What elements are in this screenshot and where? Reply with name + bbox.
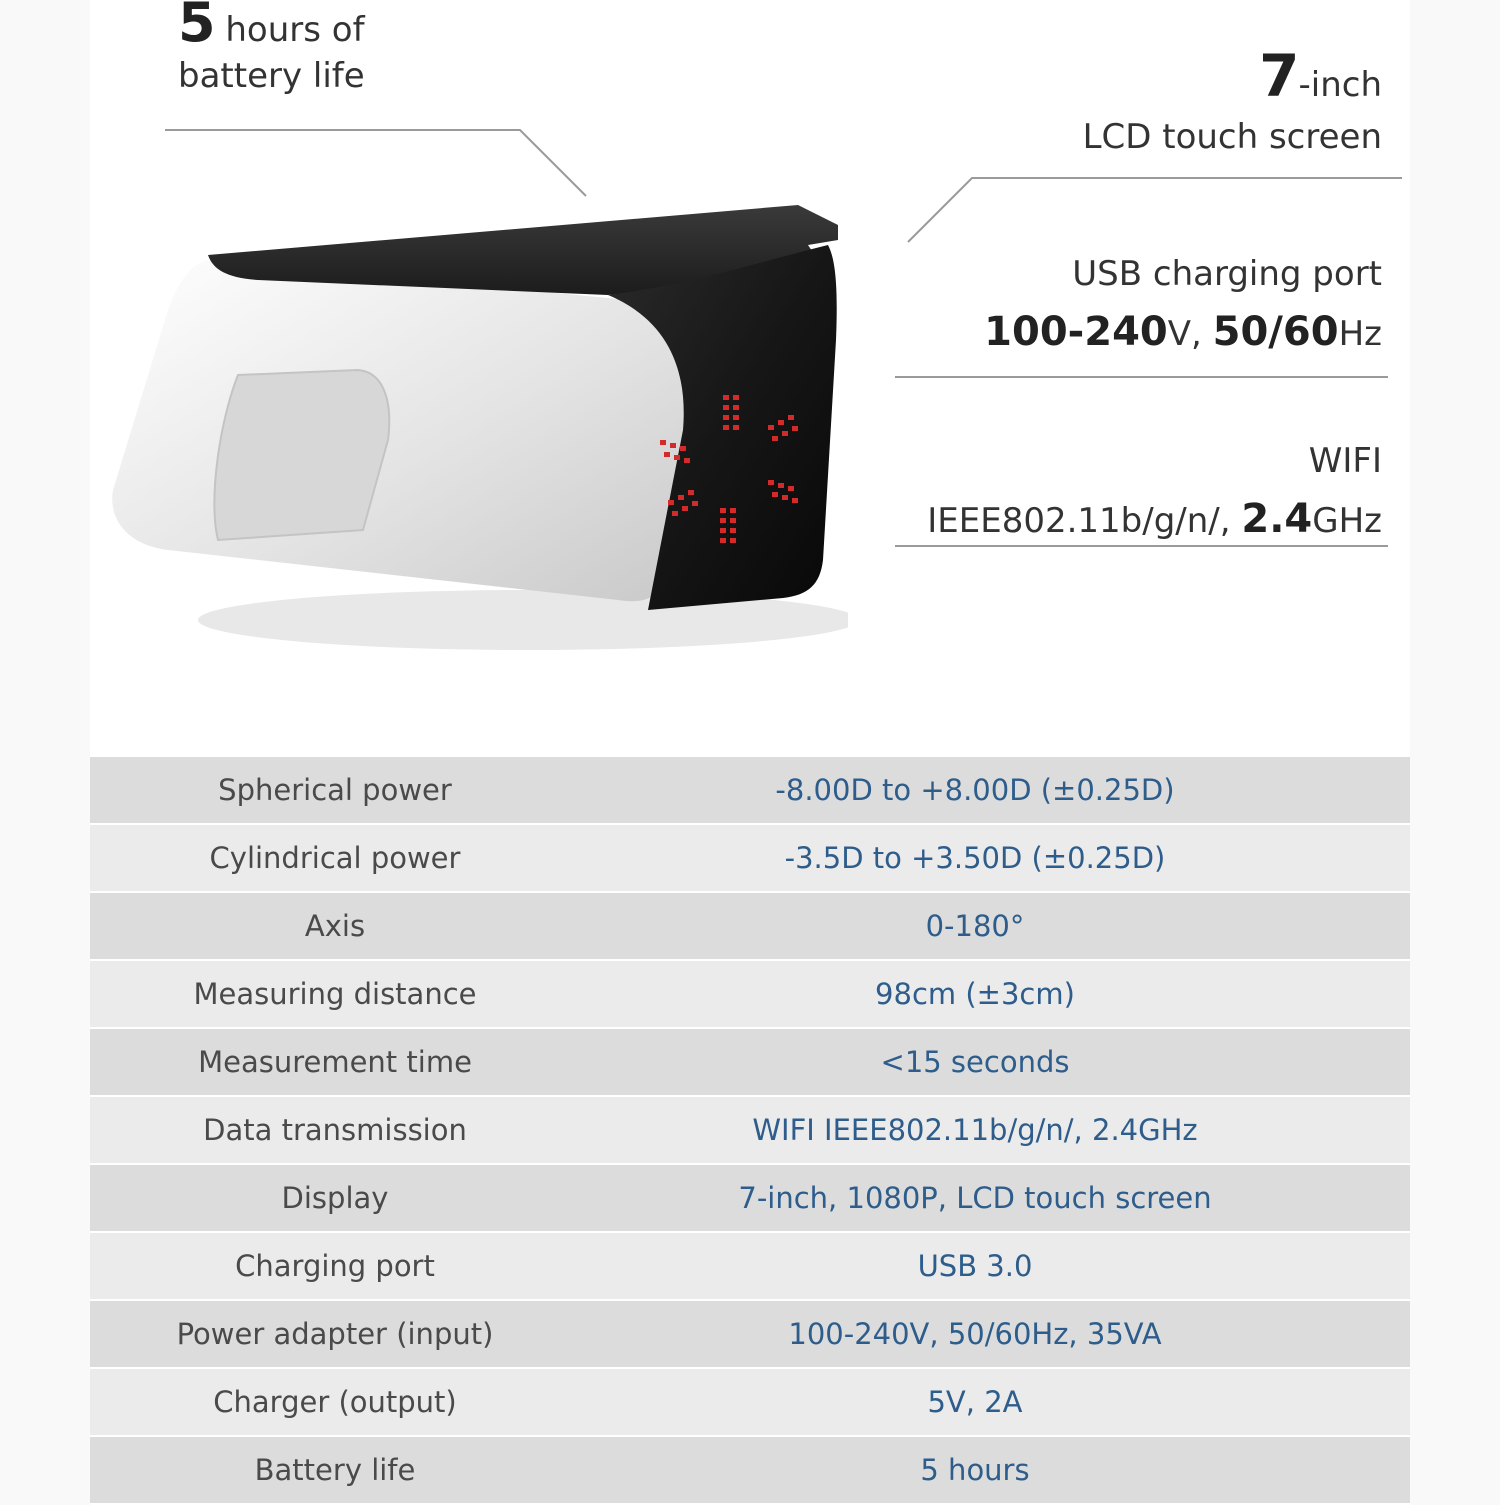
led-dot [733, 405, 739, 410]
led-dot [730, 508, 736, 513]
screen-type-line: LCD touch screen [1082, 117, 1382, 157]
usb-callout [984, 245, 1382, 363]
led-dot [772, 492, 778, 497]
usb-frequency: 50/60 [1212, 309, 1339, 355]
spec-label: Battery life [254, 1453, 416, 1487]
led-dot [733, 425, 739, 430]
spec-value: 0-180° [925, 909, 1025, 943]
spec-value: 98cm (±3cm) [875, 977, 1075, 1011]
led-dot [660, 440, 666, 445]
led-dot [778, 420, 784, 425]
led-dot [730, 528, 736, 533]
screen-leader-line [908, 178, 1402, 242]
spec-row [90, 1301, 1410, 1369]
led-dot [788, 486, 794, 491]
led-dot [664, 452, 670, 457]
led-dot [682, 506, 688, 511]
spec-value: 7-inch, 1080P, LCD touch screen [738, 1181, 1212, 1215]
led-dot [768, 425, 774, 430]
led-dot [668, 500, 674, 505]
device-illustration [108, 200, 848, 660]
led-dot [788, 415, 794, 420]
device-side-recess [214, 370, 389, 540]
spec-value: -3.5D to +3.50D (±0.25D) [784, 841, 1166, 875]
usb-power-line [984, 303, 1382, 363]
usb-voltage: 100-240 [984, 309, 1168, 355]
led-dot [733, 415, 739, 420]
wifi-callout [927, 432, 1382, 550]
led-dot [720, 528, 726, 533]
spec-value: 100-240V, 50/60Hz, 35VA [788, 1317, 1162, 1351]
device-body [112, 260, 688, 601]
led-dot [670, 443, 676, 448]
led-dot [688, 490, 694, 495]
screen-size-number: 7 [1259, 42, 1299, 110]
usb-frequency-unit: Hz [1338, 314, 1382, 354]
led-dot [782, 495, 788, 500]
spec-row [90, 1029, 1410, 1097]
wifi-band: 2.4 [1241, 496, 1313, 542]
screen-size-suffix: -inch [1298, 65, 1382, 105]
spec-row [90, 893, 1410, 961]
wifi-standard: IEEE802.11b/g/n/, [927, 501, 1242, 541]
led-dot [674, 455, 680, 460]
led-dot [684, 458, 690, 463]
screen-size-line [1083, 42, 1382, 111]
battery-leader-line [165, 130, 586, 196]
spec-row [90, 1233, 1410, 1301]
spec-row [90, 1437, 1410, 1505]
spec-label: Display [281, 1181, 389, 1215]
spec-row [90, 757, 1410, 825]
led-dot [768, 480, 774, 485]
wifi-standard-line [927, 490, 1382, 550]
battery-life-line1 [178, 0, 365, 53]
spec-value: <15 seconds [880, 1045, 1070, 1079]
spec-label: Measurement time [198, 1045, 472, 1079]
led-dot [723, 415, 729, 420]
led-dot [720, 518, 726, 523]
spec-label: Data transmission [203, 1113, 467, 1147]
led-dot [680, 446, 686, 451]
spec-label: Power adapter (input) [176, 1317, 494, 1351]
led-dot [720, 508, 726, 513]
led-dot [723, 395, 729, 400]
wifi-band-unit: GHz [1312, 501, 1382, 541]
spec-row [90, 961, 1410, 1029]
led-dot [678, 495, 684, 500]
led-dot [730, 518, 736, 523]
spec-value: 5 hours [920, 1453, 1030, 1487]
battery-life-line2: battery life [178, 56, 365, 96]
led-dot [782, 431, 788, 436]
spec-value: USB 3.0 [917, 1249, 1033, 1283]
spec-row [90, 1165, 1410, 1233]
led-dot [792, 498, 798, 503]
spec-label: Cylindrical power [209, 841, 461, 875]
led-dot [792, 426, 798, 431]
spec-label: Spherical power [218, 773, 452, 807]
led-dot [772, 436, 778, 441]
battery-hours-text: hours of [214, 10, 365, 50]
spec-label: Charger (output) [213, 1385, 457, 1419]
wifi-label-line: WIFI [1308, 441, 1382, 481]
led-dot [778, 483, 784, 488]
spec-value: -8.00D to +8.00D (±0.25D) [775, 773, 1175, 807]
spec-value: 5V, 2A [927, 1385, 1023, 1419]
usb-voltage-unit: V, [1167, 314, 1213, 354]
led-dot [733, 395, 739, 400]
usb-port-line: USB charging port [1072, 254, 1382, 294]
led-dot [692, 501, 698, 506]
spec-row [90, 1369, 1410, 1437]
spec-label: Charging port [235, 1249, 435, 1283]
spec-row [90, 1097, 1410, 1165]
spec-table [90, 757, 1410, 1500]
led-dot [723, 405, 729, 410]
led-dot [720, 538, 726, 543]
battery-life-callout [178, 0, 365, 99]
screen-callout [1082, 42, 1382, 163]
spec-label: Axis [304, 909, 366, 943]
spec-label: Measuring distance [193, 977, 477, 1011]
spec-row [90, 825, 1410, 893]
spec-value: WIFI IEEE802.11b/g/n/, 2.4GHz [752, 1113, 1198, 1147]
battery-hours-number: 5 [178, 0, 215, 54]
led-dot [730, 538, 736, 543]
led-dot [672, 511, 678, 516]
led-dot [723, 425, 729, 430]
